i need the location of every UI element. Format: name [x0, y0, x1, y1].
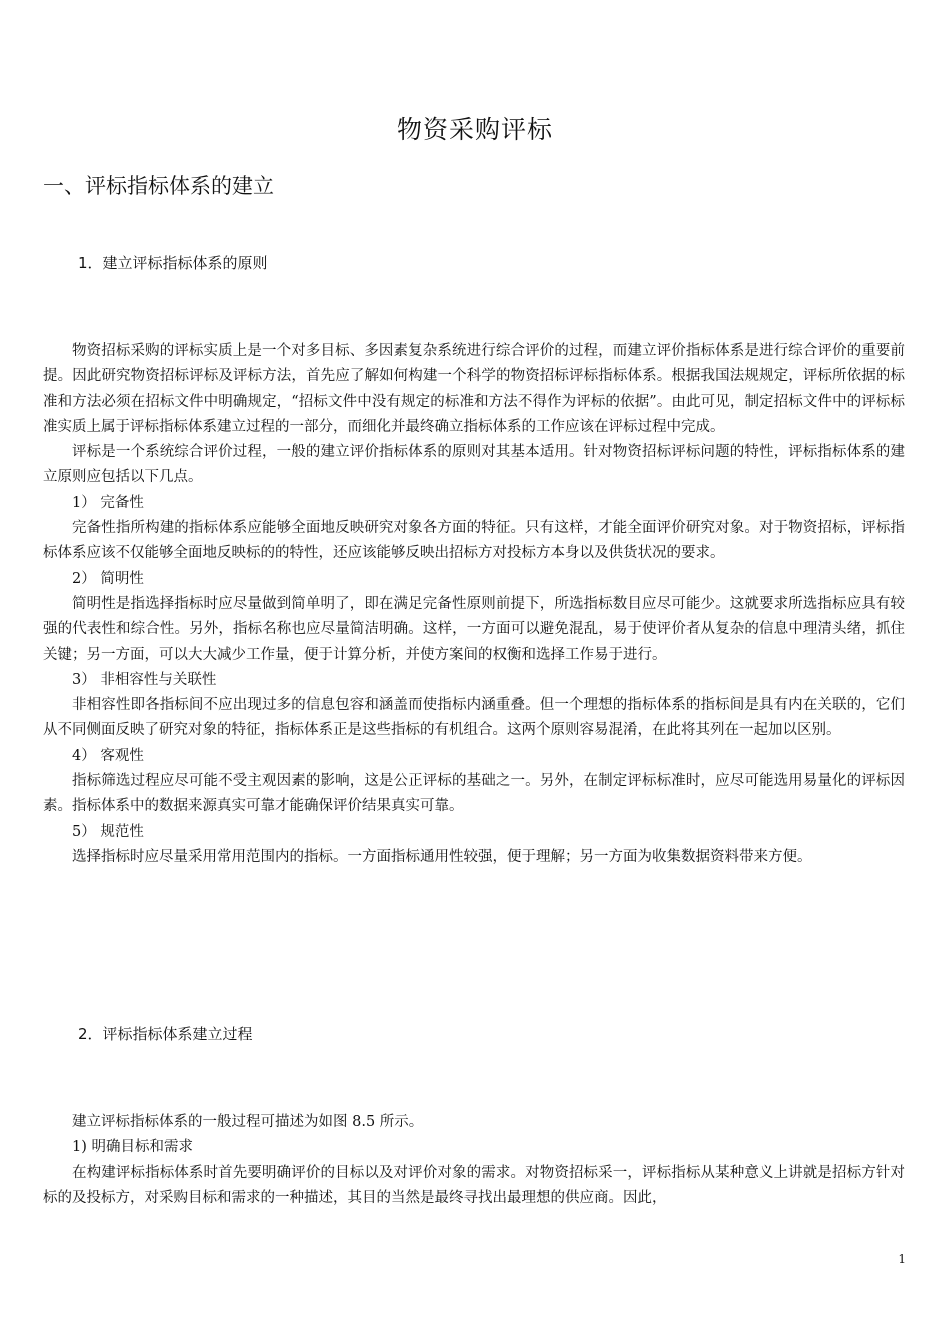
- list-item-label: 2） 简明性: [72, 570, 144, 587]
- paragraph: 完备性指所构建的指标体系应能够全面地反映研究对象各方面的特征。只有这样，才能全面评价研究对象。对于物资招标，评标指标体系应该不仅能够全面地反映标的的特性，还应该能够反映出招标方对投标方本身以及供货状况的要求。: [43, 520, 905, 562]
- paragraph: 建立评标指标体系的一般过程可描述为如图 8.5 所示。: [72, 1114, 424, 1130]
- document-title: 物资采购评标: [396, 115, 553, 144]
- subsection-heading: 2．评标指标体系建立过程: [78, 1025, 253, 1043]
- paragraph: 指标筛选过程应尽可能不受主观因素的影响，这是公正评标的基础之一。另外，在制定评标标准时，应尽可能选用易量化的评标因素。指标体系中的数据来源真实可靠才能确保评价结果真实可靠。: [43, 773, 905, 815]
- section-heading: 一、评标指标体系的建立: [43, 174, 274, 198]
- paragraph: 简明性是指选择指标时应尽量做到简单明了，即在满足完备性原则前提下，所选指标数目应尽可能少。这就要求所选指标应具有较强的代表性和综合性。另外，指标名称也应尽量简洁明确。这样，一方面可以避免混乱，易于使评价者从复杂的信息中理清头绪，抓住关键；另一方面，可以大大减少工作量，便于计算分析，并使方案间的权衡和选择工作易于进行。: [43, 595, 905, 663]
- list-item-label: 1） 完备性: [72, 494, 144, 511]
- process-body: [43, 1110, 905, 1211]
- page-number: 1: [898, 1252, 906, 1266]
- list-item-label: 1) 明确目标和需求: [72, 1139, 193, 1156]
- paragraph: 在构建评标指标体系时首先要明确评价的目标以及对评价对象的需求。对物资招标采一，评标指标从某种意义上讲就是招标方针对标的及投标方，对采购目标和需求的一种描述，其目的当然是最终寻找出最理想的供应商。因此，: [43, 1164, 905, 1206]
- list-item-label: 5） 规范性: [72, 823, 144, 840]
- subsection-heading: 1．建立评标指标体系的原则: [78, 254, 268, 272]
- list-item-label: 3） 非相容性与关联性: [72, 671, 217, 688]
- list-item-label: 4） 客观性: [72, 747, 144, 764]
- paragraph: 选择指标时应尽量采用常用范围内的指标。一方面指标通用性较强，便于理解；另一方面为收集数据资料带来方便。: [72, 848, 812, 865]
- paragraph: 物资招标采购的评标实质上是一个对多目标、多因素复杂系统进行综合评价的过程，而建立评价指标体系是进行综合评价的重要前提。因此研究物资招标评标及评标方法，首先应了解如何构建一个科学的物资招标评标指标体系。根据我国法规规定，评标所依据的标准和方法必须在招标文件中明确规定，“招标文件中没有规定的标准和方法不得作为评标的依据”。由此可见，制定招标文件中的评标标准实质上属于评标指标体系建立过程的一部分，而细化并最终确立指标体系的工作应该在评标过程中完成。: [43, 343, 905, 435]
- paragraph: 非相容性即各指标间不应出现过多的信息包容和涵盖而使指标内涵重叠。但一个理想的指标体系的指标间是具有内在关联的，它们从不同侧面反映了研究对象的特征，指标体系正是这些指标的有机组合。这两个原则容易混淆，在此将其列在一起加以区别。: [43, 697, 905, 739]
- paragraph: 评标是一个系统综合评价过程，一般的建立评价指标体系的原则对其基本适用。针对物资招标评标问题的特性，评标指标体系的建立原则应包括以下几点。: [43, 444, 905, 486]
- principles-body: [43, 339, 905, 870]
